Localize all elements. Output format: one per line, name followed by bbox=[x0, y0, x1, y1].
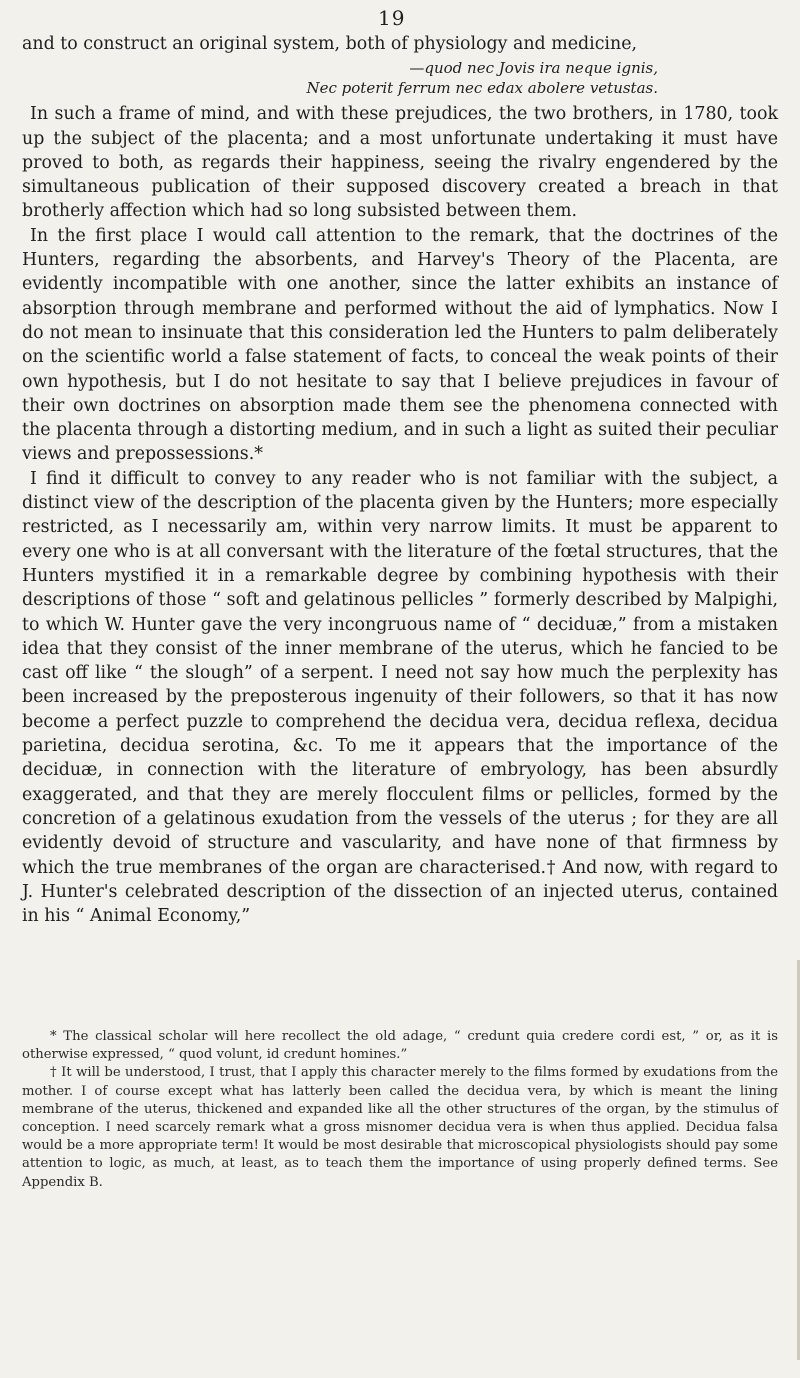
main-text bbox=[22, 32, 778, 928]
latin-quotation bbox=[22, 58, 778, 98]
footnote-dagger: † It will be understood, I trust, that I apply this character merely to the films formed by exudations from the mother. I of course except what has latterly been called the decidua vera, by which is meant the lining membrane of the uterus, thickened and expanded like all the other structures of the organ, by the stimulus of conception. I need scarcely remark what a gross misnomer decidua vera is when thus applied. Decidua falsa would be a more appropriate term! It would be most desirable that microscopical physiologists should pay some attention to logic, as much, at least, as to teach them the importance of using properly defined terms. See Appendix B. bbox=[22, 1065, 778, 1190]
footnote-asterisk: * The classical scholar will here recollect the old adage, “ credunt quia credere cordi est, ” or, as it is otherwise expressed, “ quod volunt, id credunt homines.” bbox=[22, 1029, 778, 1063]
paragraph-doctrines: In the first place I would call attention to the remark, that the doctrines of the Hunters, regarding the absorbents, and Harvey's Theory of the Placenta, are evidently incompatible with one another, since the latter exhibits an instance of absorption through membrane and performed without the aid of lymphatics. Now I do not mean to insinuate that this consideration led the Hunters to palm deliberately on the scientific world a false statement of facts, to conceal the weak points of their own hypothesis, but I do not hesitate to say that I believe prejudices in favour of their own doctrines on absorption made them see the phenomena connected with the placenta through a distorting medium, and in such a light as suited their peculiar views and prepossessions.* bbox=[22, 225, 778, 465]
quotation-line-1: —quod nec Jovis ira neque ignis, bbox=[409, 59, 658, 78]
footnotes bbox=[22, 1028, 778, 1192]
page-number: 19 bbox=[378, 6, 406, 30]
paragraph-deciduae: I find it difficult to convey to any reader who is not familiar with the subject, a distinct view of the description of the placenta given by the Hunters; more especially restricted, as I necessarily am, within very narrow limits. It must be apparent to every one who is at all conversant with the literature of the fœtal structures, that the Hunters mystified it in a remarkable degree by combining hypothesis with their descriptions of those “ soft and gelatinous pellicles ” formerly described by Malpighi, to which W. Hunter gave the very incongruous name of “ deciduæ,” from a mistaken idea that they consist of the inner membrane of the uterus, which he fancied to be cast off like “ the slough” of a serpent. I need not say how much the perplexity has been increased by the preposterous ingenuity of their followers, so that it has now become a perfect puzzle to comprehend the decidua vera, decidua reflexa, decidua parietina, decidua serotina, &c. To me it appears that the importance of the deciduæ, in connection with the literature of embryology, has been absurdly exaggerated, and that they are merely flocculent films or pellicles, formed by the concretion of a gelatinous exudation from the vessels of the uterus ; for they are all evidently devoid of structure and vascularity, and have none of that firmness by which the true membranes of the organ are characterised.† And now, with regard to J. Hunter's celebrated description of the dissection of an injected uterus, contained in his “ Animal Economy,” bbox=[22, 468, 778, 927]
paragraph-brothers: In such a frame of mind, and with these prejudices, the two brothers, in 1780, took up the subject of the placenta; and a most unfortunate undertaking it must have proved to both, as regards their happiness, seeing the rivalry engendered by the simultaneous publication of their supposed discovery created a breach in that brotherly affection which had so long subsisted between them. bbox=[22, 104, 778, 222]
paragraph-opening: and to construct an original system, both of physiology and medicine, bbox=[22, 34, 638, 54]
quotation-line-2: Nec poterit ferrum nec edax abolere vetustas. bbox=[306, 79, 658, 98]
